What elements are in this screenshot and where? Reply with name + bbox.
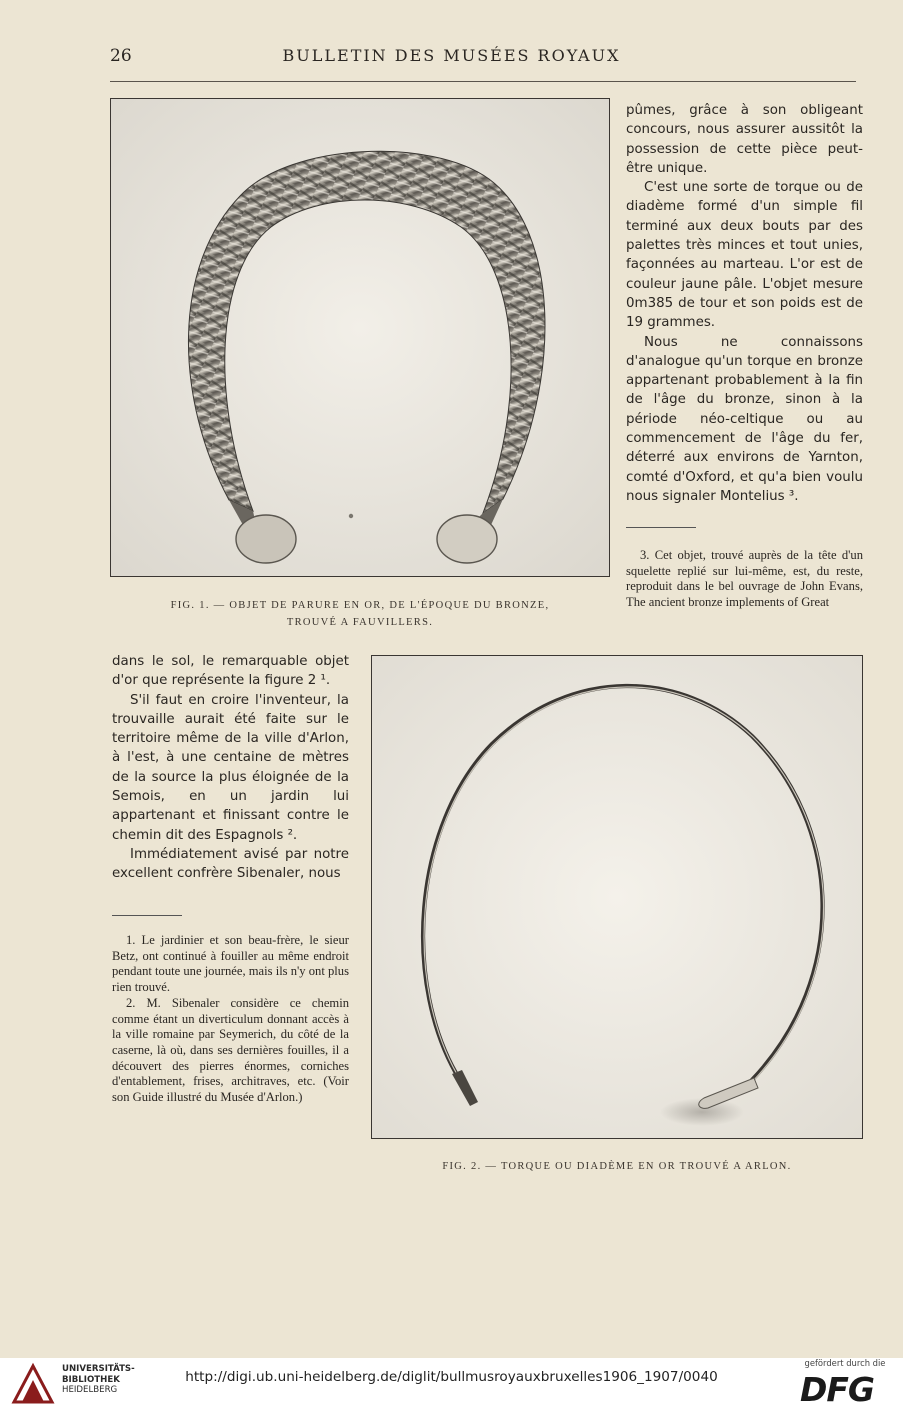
figure-1-caption-line-1: FIG. 1. — OBJET DE PARURE EN OR, DE L'ÉPOQUE DU BRONZE, bbox=[170, 600, 550, 611]
right-column-text bbox=[626, 101, 863, 506]
figure-1-caption-line-2: TROUVÉ A FAUVILLERS. bbox=[286, 617, 434, 628]
gold-diadem-image bbox=[111, 99, 609, 576]
paragraph: C'est une sorte de torque ou de diadème formé d'un simple fil terminé aux deux bouts par des palettes très minces et tout unies, façonnées au marteau. L'or est de couleur jaune pâle. L'objet mesure 0m385 de tour et son poids est de 19 grammes. bbox=[626, 180, 863, 331]
footnote-1: 1. Le jardinier et son beau-frère, le sieur Betz, ont continué à fouiller au même endroit pendant toute une journée, mais ils n'y ont plus rien trouvé. bbox=[112, 933, 349, 995]
paragraph: Nous ne connaissons d'analogue qu'un torque en bronze appartenant probablement à la fin de l'âge du bronze, sinon à la période néo-celtique ou au commencement de l'âge du fer, déterré aux environs de Yarnton, comté d'Oxford, et qu'a bien voulu nous signaler Montelius ³. bbox=[626, 334, 863, 504]
library-name-line: HEIDELBERG bbox=[62, 1385, 118, 1396]
left-column-text bbox=[112, 652, 349, 884]
right-footnotes bbox=[626, 548, 863, 611]
figure-1-photo bbox=[110, 98, 610, 577]
footnote-rule bbox=[112, 915, 182, 916]
dfg-logo: DFG bbox=[800, 1370, 875, 1409]
paragraph: pûmes, grâce à son obligeant concours, nous assurer aussitôt la possession de cette pièce peut-être unique. bbox=[626, 103, 863, 176]
figure-2-photo bbox=[371, 655, 863, 1139]
footnote-2: 2. M. Sibenaler considère ce chemin comme étant un diverticulum donnant accès à la ville romaine par Seymerich, du côté de la caserne, là où, dans ses dernières fouilles, il a découvert des pierres énormes, corniches d'entablement, frises, architraves, etc. (Voir son Guide illustré du Musée d'Arlon.) bbox=[112, 995, 349, 1105]
gold-torque-image bbox=[372, 656, 862, 1138]
figure-2-caption: FIG. 2. — TORQUE OU DIADÈME EN OR TROUVÉ A ARLON. bbox=[442, 1161, 792, 1172]
running-title: BULLETIN DES MUSÉES ROYAUX bbox=[282, 46, 621, 65]
paragraph: S'il faut en croire l'inventeur, la trouvaille aurait été faite sur le territoire même de la ville d'Arlon, à l'est, à une centaine de mètres de la source la plus éloignée de la Semois, en un jardin lui appartenant et finissant contre le chemin dit des Espagnols ². bbox=[112, 692, 349, 843]
paragraph: Immédiatement avisé par notre excellent confrère Sibenaler, nous bbox=[112, 846, 349, 882]
page-number: 26 bbox=[110, 46, 132, 66]
funded-by-label: gefördert durch die bbox=[804, 1358, 886, 1368]
library-name-line: BIBLIOTHEK bbox=[62, 1374, 120, 1385]
left-footnotes bbox=[112, 933, 349, 1106]
header-rule bbox=[110, 81, 856, 82]
figure-1-caption bbox=[110, 597, 610, 631]
footer-bar bbox=[0, 1358, 903, 1413]
paragraph: dans le sol, le remarquable objet d'or que représente la figure 2 ¹. bbox=[112, 654, 349, 689]
source-url-link[interactable]: http://digi.ub.uni-heidelberg.de/diglit/bullmusroyauxbruxelles1906_1907/0040 bbox=[185, 1369, 718, 1385]
library-name-line: UNIVERSITÄTS- bbox=[62, 1364, 135, 1374]
footnote-3: 3. Cet objet, trouvé auprès de la tête d'un squelette replié sur lui-même, est, du reste, reproduit dans le bel ouvrage de John Evans, The ancient bronze implements of Great bbox=[626, 548, 863, 610]
footnote-rule bbox=[626, 527, 696, 528]
